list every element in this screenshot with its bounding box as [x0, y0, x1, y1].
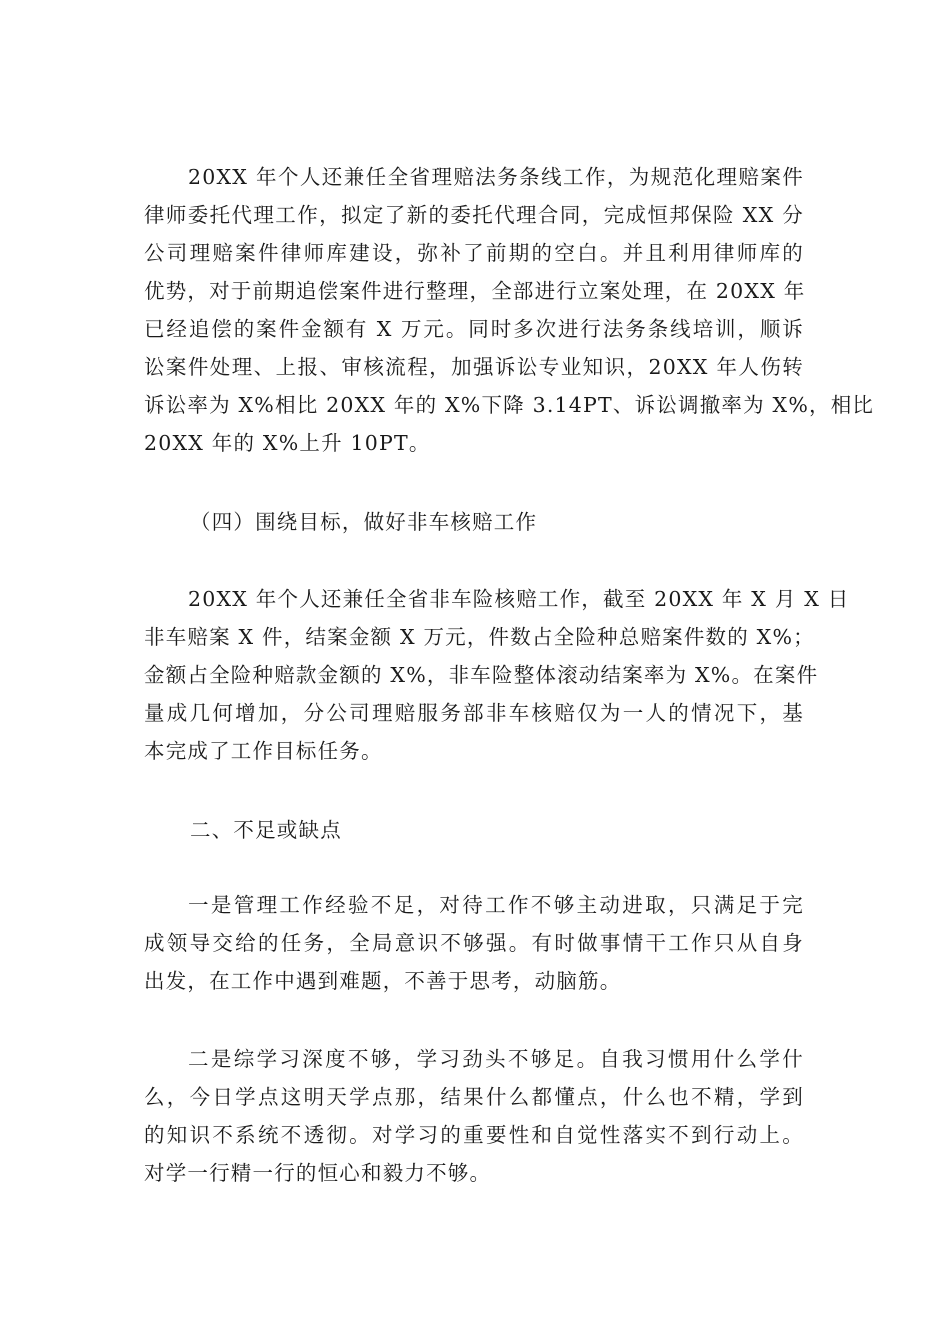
text-line: 本完成了工作目标任务。: [144, 739, 383, 763]
paragraph-shortcoming-two: [144, 1040, 804, 1192]
text-line: 20XX 年的 X%上升 10PT。: [144, 431, 431, 455]
text-line: 对学一行精一行的恒心和毅力不够。: [144, 1161, 492, 1185]
text-line: 20XX 年个人还兼任全省理赔法务条线工作，为规范化理赔案件: [188, 165, 804, 189]
text-line: 么，今日学点这明天学点那，结果什么都懂点，什么也不精，学到: [144, 1085, 804, 1109]
text-line: 出发，在工作中遇到难题，不善于思考，动脑筋。: [144, 969, 622, 993]
paragraph-legal-work: [144, 158, 875, 462]
text-line: 已经追偿的案件金额有 X 万元。同时多次进行法务条线培训，顺诉: [144, 317, 804, 341]
text-line: 律师委托代理工作，拟定了新的委托代理合同，完成恒邦保险 XX 分: [144, 203, 804, 227]
text-line: 公司理赔案件律师库建设，弥补了前期的空白。并且利用律师库的: [144, 241, 804, 265]
section-heading-four: （四）围绕目标，做好非车核赔工作: [190, 510, 538, 534]
paragraph-shortcoming-one: [144, 886, 804, 1000]
text-line: 非车赔案 X 件，结案金额 X 万元，件数占全险种总赔案件数的 X%；: [144, 625, 815, 649]
paragraph-non-auto-claims: [144, 580, 850, 770]
text-line: 一是管理工作经验不足，对待工作不够主动进取，只满足于完: [188, 893, 804, 917]
text-line: 20XX 年个人还兼任全省非车险核赔工作，截至 20XX 年 X 月 X 日: [188, 587, 850, 611]
text-line: 优势，对于前期追偿案件进行整理，全部进行立案处理，在 20XX 年: [144, 279, 806, 303]
text-line: 讼案件处理、上报、审核流程，加强诉讼专业知识，20XX 年人伤转: [144, 355, 804, 379]
text-line: 诉讼率为 X%相比 20XX 年的 X%下降 3.14PT、诉讼调撤率为 X%，相比: [144, 393, 875, 417]
text-line: 金额占全险种赔款金额的 X%，非车险整体滚动结案率为 X%。在案件: [144, 663, 819, 687]
section-heading-shortcomings: 二、不足或缺点: [190, 818, 342, 842]
text-line: 成领导交给的任务，全局意识不够强。有时做事情干工作只从自身: [144, 931, 804, 955]
text-line: 量成几何增加，分公司理赔服务部非车核赔仅为一人的情况下，基: [144, 701, 804, 725]
text-line: 的知识不系统不透彻。对学习的重要性和自觉性落实不到行动上。: [144, 1123, 804, 1147]
text-line: 二是综学习深度不够，学习劲头不够足。自我习惯用什么学什: [188, 1047, 804, 1071]
